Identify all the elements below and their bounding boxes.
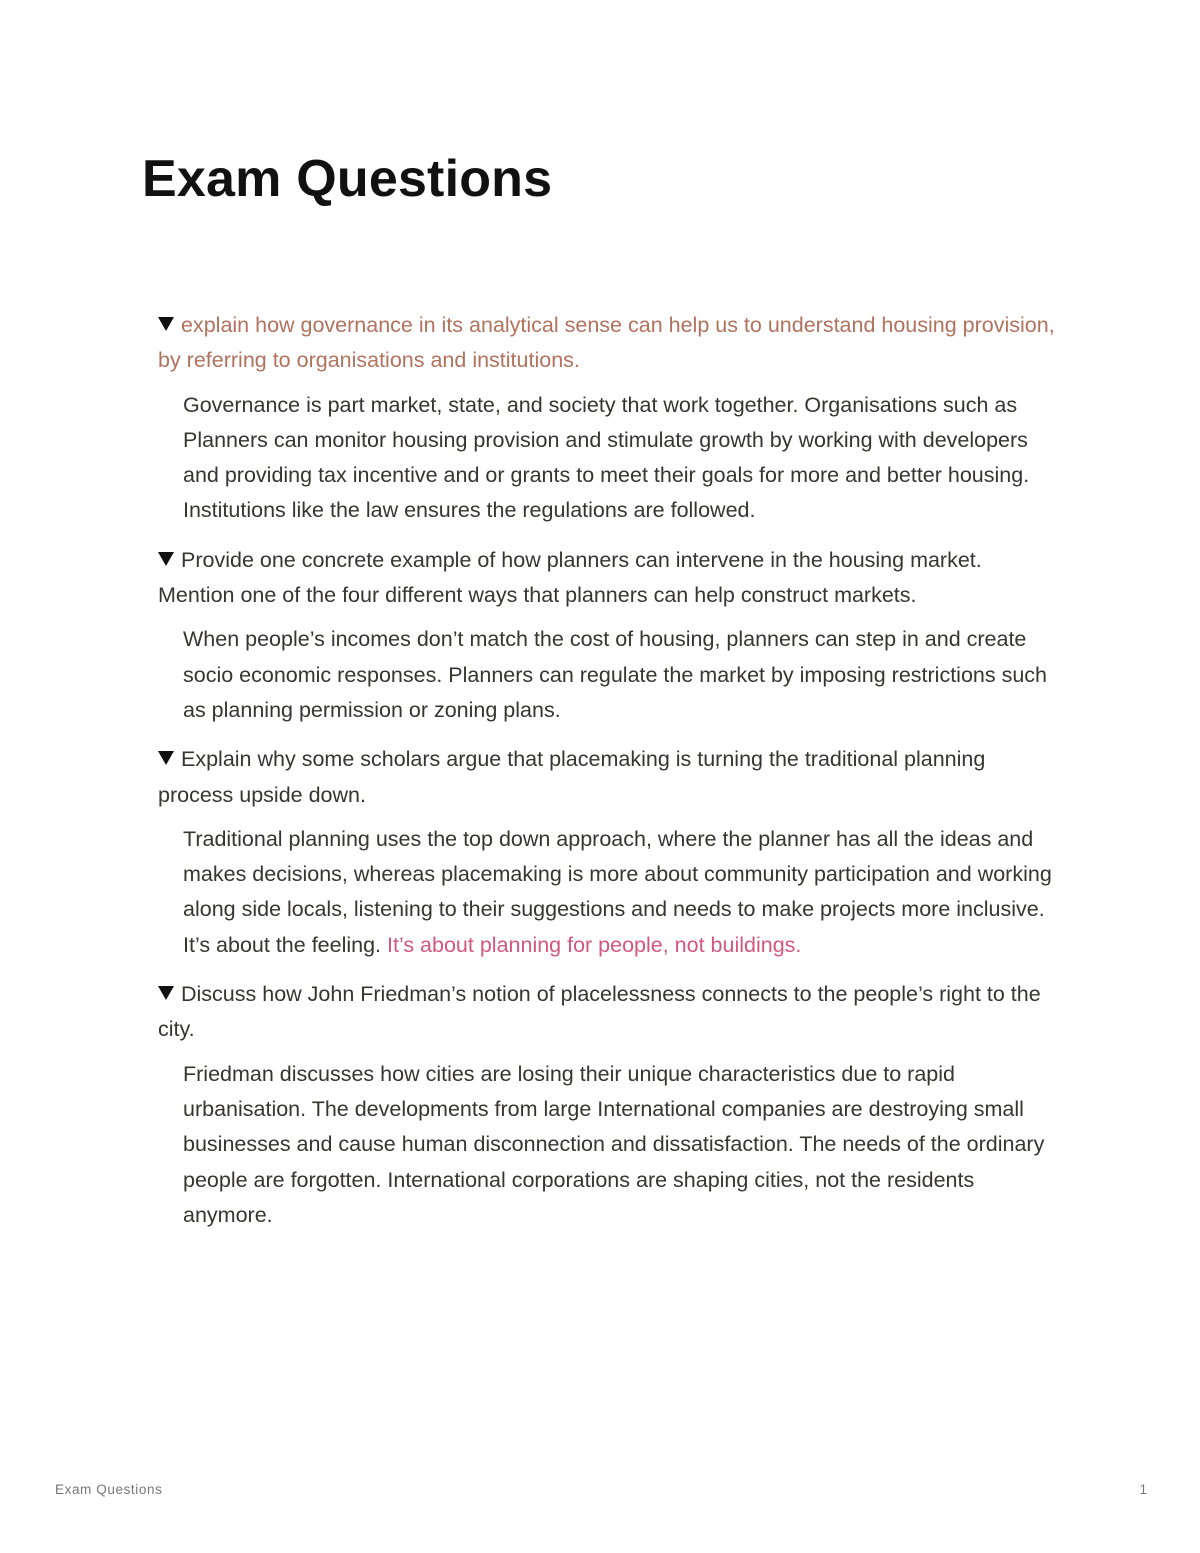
toggle-question bbox=[158, 308, 1063, 379]
question-text: Explain why some scholars argue that placemaking is turning the traditional planning process upside down. bbox=[158, 747, 986, 807]
question-text: explain how governance in its analytical sense can help us to understand housing provision, by referring to organisations and institutions. bbox=[158, 313, 1055, 373]
question-text: Provide one concrete example of how planners can intervene in the housing market. Mention one of the four different ways that planners can help construct markets. bbox=[158, 547, 982, 608]
toggle-block-planners-intervene bbox=[158, 543, 1063, 728]
page-title: Exam Questions bbox=[142, 150, 553, 208]
toggle-list bbox=[158, 308, 1063, 1247]
toggle-block-governance bbox=[158, 308, 1063, 529]
toggle-answer bbox=[183, 822, 1063, 963]
footer-doc-title: Exam Questions bbox=[55, 1482, 163, 1497]
toggle-arrow-icon[interactable] bbox=[158, 986, 174, 1000]
toggle-block-placemaking bbox=[158, 742, 1063, 963]
question-text: Discuss how John Friedman’s notion of placelessness connects to the people’s right to the city. bbox=[158, 982, 1041, 1042]
toggle-question bbox=[158, 742, 1063, 813]
toggle-question bbox=[158, 977, 1063, 1048]
answer-highlight: It’s about planning for people, not buildings. bbox=[387, 932, 802, 957]
toggle-question bbox=[158, 543, 1063, 614]
toggle-arrow-icon[interactable] bbox=[158, 751, 174, 765]
toggle-answer: Friedman discusses how cities are losing their unique characteristics due to rapid urbanisation. The developments from large International companies are destroying small businesses and cause human disconnection and dissatisfaction. The needs of the ordinary people are forgotten. International corporations are shaping cities, not the residents anymore. bbox=[183, 1061, 1045, 1227]
toggle-arrow-icon[interactable] bbox=[158, 317, 174, 331]
footer-page-number: 1 bbox=[1139, 1482, 1147, 1497]
toggle-block-placelessness bbox=[158, 977, 1063, 1233]
toggle-answer: When people’s incomes don’t match the cost of housing, planners can step in and create socio economic responses. Planners can regulate the market by imposing restrictions such as planning permission or zoning plans. bbox=[183, 627, 1047, 722]
toggle-answer: Governance is part market, state, and society that work together. Organisations such as Planners can monitor housing provision and stimulate growth by working with developers and providing tax incentive and or grants to meet their goals for more and better housing. Institutions like the law ensures the regulations are followed. bbox=[183, 392, 1030, 523]
answer-text: Traditional planning uses the top down approach, where the planner has all the ideas and makes decisions, whereas placemaking is more about community participation and working along side locals, listening to their suggestions and needs to make projects more inclusive. It’s about the feeling. bbox=[183, 826, 1052, 957]
toggle-arrow-icon[interactable] bbox=[158, 552, 174, 566]
